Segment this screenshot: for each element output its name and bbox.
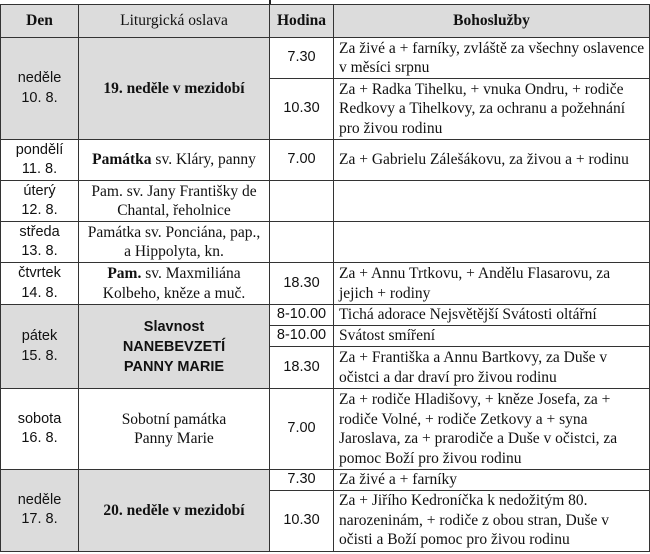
date: 17. 8. xyxy=(21,511,58,528)
date: 14. 8. xyxy=(21,284,58,301)
time-cell: 10.30 xyxy=(270,490,334,551)
table-row xyxy=(1,389,650,470)
liturgy-rank: Sobotní památka xyxy=(121,410,227,428)
day-cell xyxy=(1,38,79,140)
time-cell xyxy=(270,222,334,263)
liturgy-name: sv. Kláry, panny xyxy=(151,151,256,169)
table-row xyxy=(1,263,650,305)
service-cell: Svátost smíření xyxy=(334,326,650,347)
date: 13. 8. xyxy=(21,243,58,259)
weekday: středa xyxy=(19,223,60,240)
time-cell: 18.30 xyxy=(270,347,334,389)
date: 16. 8. xyxy=(21,430,58,446)
date: 12. 8. xyxy=(21,202,58,218)
service-cell xyxy=(334,181,650,222)
service-cell: Za + Františka a Annu Bartkovy, za Duše v očistci a dar draví pro živou rodinu xyxy=(334,347,650,389)
time-cell: 7.30 xyxy=(270,38,334,79)
service-cell xyxy=(334,222,650,263)
service-cell: Za + Annu Trtkovu, + Andělu Flasarovu, za jejich + rodiny xyxy=(334,263,650,305)
mass-schedule-table xyxy=(0,4,650,552)
table-row xyxy=(1,470,650,491)
date: 11. 8. xyxy=(21,161,58,177)
liturgy-cell: Památka sv. Ponciána, pap., a Hippolyta, kn. xyxy=(79,222,270,263)
liturgy-cell xyxy=(79,140,270,181)
header-hodina: Hodina xyxy=(270,5,334,38)
time-cell xyxy=(270,181,334,222)
weekday: čtvrtek xyxy=(18,265,61,281)
header-row xyxy=(1,5,650,38)
liturgy-cell xyxy=(79,389,270,470)
time-cell: 7.00 xyxy=(270,140,334,181)
header-bohosluzby: Bohoslužby xyxy=(334,5,650,38)
liturgy-cell xyxy=(79,263,270,305)
liturgy-name: sv. Maxmiliána Kolbeho, kněze a muč. xyxy=(102,265,246,302)
table-row xyxy=(1,305,650,326)
liturgy-name: NANEBEVZETÍ xyxy=(122,338,226,355)
liturgy-cell: 20. neděle v mezidobí xyxy=(79,470,270,552)
weekday: pátek xyxy=(21,328,58,344)
date: 10. 8. xyxy=(21,89,58,106)
service-cell: Za + Gabrielu Zálešákovu, za živou a + rodinu xyxy=(334,140,650,181)
liturgy-rank: Památka xyxy=(92,151,152,169)
day-cell xyxy=(1,140,79,181)
day-cell xyxy=(1,263,79,305)
liturgy-cell: 19. neděle v mezidobí xyxy=(79,38,270,140)
time-cell: 7.30 xyxy=(270,470,334,491)
service-cell: Za živé a + farníky xyxy=(334,470,650,491)
date: 15. 8. xyxy=(21,347,58,364)
day-cell xyxy=(1,305,79,389)
service-cell: Za živé a + farníky, zvláště za všechny oslavence v měsíci srpnu xyxy=(334,38,650,79)
time-cell: 7.00 xyxy=(270,389,334,470)
table-row xyxy=(1,222,650,263)
time-cell: 10.30 xyxy=(270,79,334,140)
weekday: pondělí xyxy=(15,141,64,158)
weekday: sobota xyxy=(17,410,62,427)
day-cell xyxy=(1,222,79,263)
day-cell xyxy=(1,470,79,552)
header-oslava: Liturgická oslava xyxy=(79,5,270,38)
liturgy-cell: Pam. sv. Jany Františky de Chantal, řeholnice xyxy=(79,181,270,222)
day-cell xyxy=(1,389,79,470)
time-cell: 8-10.00 xyxy=(270,326,334,347)
liturgy-rank: Slavnost xyxy=(143,318,205,335)
time-cell: 18.30 xyxy=(270,263,334,305)
table-row xyxy=(1,140,650,181)
header-den: Den xyxy=(1,5,79,38)
service-cell: Za + Jiřího Kedroníčka k nedožitým 80. narozeninám, + rodiče z obou stran, Duše v očisti a Boží pomoc pro živou rodinu xyxy=(334,490,650,551)
weekday: neděle xyxy=(17,491,62,508)
weekday: úterý xyxy=(23,182,56,199)
liturgy-name: Panny Marie xyxy=(134,430,214,447)
service-cell: Za + rodiče Hladišovy, + kněze Josefa, za + rodiče Volné, + rodiče Zetkovy a + syna Jaroslava, za + prarodiče a Duše v očistci, za pomoc Boží pro živou rodinu xyxy=(334,389,650,470)
time-cell: 8-10.00 xyxy=(270,305,334,326)
service-cell: Za + Radka Tihelku, + vnuka Ondru, + rodiče Redkovy a Tihelkovy, za ochranu a požehnání pro živou rodinu xyxy=(334,79,650,140)
table-row xyxy=(1,181,650,222)
liturgy-rank: Pam. xyxy=(107,265,142,282)
liturgy-name: PANNY MARIE xyxy=(123,358,225,375)
service-cell: Tichá adorace Nejsvětější Svátosti oltářní xyxy=(334,305,650,326)
day-cell xyxy=(1,181,79,222)
table-row xyxy=(1,38,650,79)
weekday: neděle xyxy=(17,70,62,86)
liturgy-cell xyxy=(79,305,270,389)
